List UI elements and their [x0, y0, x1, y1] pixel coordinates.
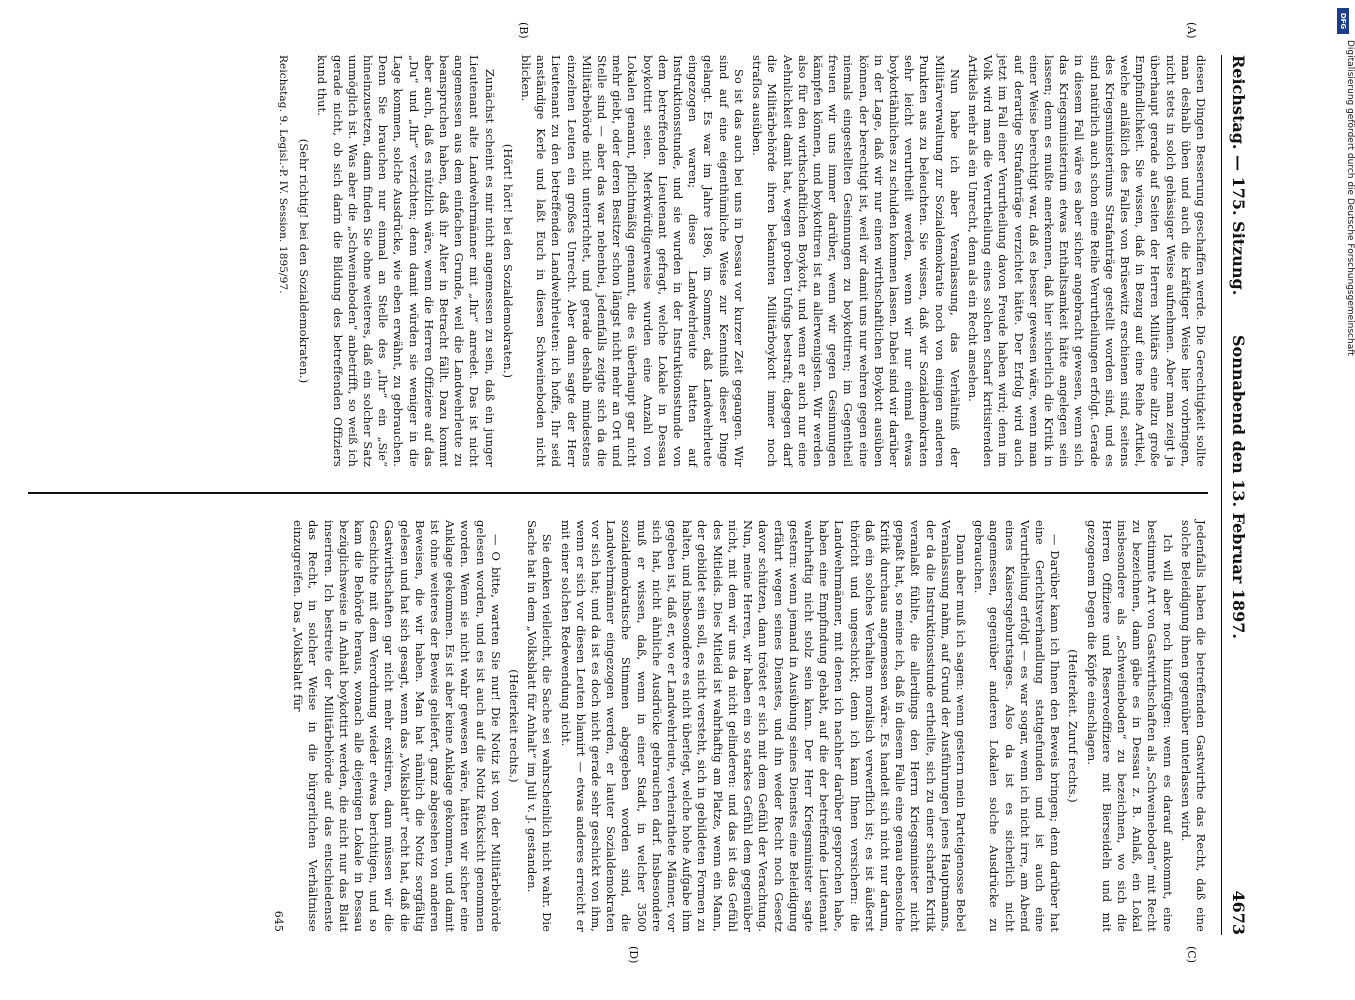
- paragraph: So ist das auch bei uns in Dessau vor kurzer Zeit gegangen. Wir sind auf eine eigenthümliche Weise zur Kenntniß dieser Dinge gelangt. Es war im Jahre 1896, im Sommer, daß Landwehrleute eingezogen waren; diese Landwehrleute hatten auf Instruktionsstunde, und sie wurden in der Instruktionsstunde von dem betreffenden Lieutenant gefragt, welche Lokale in Dessau boykottirt seien. Merkwürdigerweise wurden eine Anzahl von Lokalen genannt, pflichtmäßig genannt, die es überhaupt gar nicht mehr giebt, oder deren Besitzer schon längst nicht mehr an Ort und Stelle sind — aber das war nebenbei, jedenfalls zeigte sich da die Militärbehörde nicht unterrichtet, und gerade deshalb mindestens einzelnen Leuten ein großes Unrecht. Aber dann sagte der Herr Lieutenant zu den betreffenden Landwehrleuten: ich hoffe, Ihr seid anständige Kerle und laßt Euch in diesen Schweineboden nicht blicken.: [519, 55, 746, 467]
- interjection: (Sehr richtig! bei den Sozialdemokraten.): [297, 138, 312, 384]
- interjection: (Heiterkeit rechts.): [507, 669, 522, 783]
- paragraph: Nun habe ich aber Veranlassung, das Verhältniß der Militärverwaltung zur Sozialdemokratie noch von einigen anderen Punkten aus zu beleuchten. Sie wissen, daß wir Sozialdemokraten sehr leicht verurtheilt werden, wenn wir nur einmal etwas boykottähnliches zu schulden kommen lassen. Dabei sind wir darüber in der Lage, daß wir nur einen wirthschaftlichen Boykott ausüben können, der berechtigt ist, weil wir damit uns nur wehren gegen eine niemals eingestellten Gesinnungen zu boykottiren; im Gegentheil freuen wir uns immer darüber, wenn wir gegen Gesinnungen kämpfen können, und boykottiren ist an allerwenigsten. Wir werden also für den wirthschaftlichen Boykott, und wenn er auch nur eine Aehnlichkeit damit hat, wegen groben Unfugs bestraft; dagegen darf die Militärbehörde ihren bekannten Militärboykott immer noch straflos ausüben.: [750, 55, 962, 467]
- paragraph: Jedenfalls haben die betreffenden Gastwirthe das Recht, daß eine solche Beleidigung ihnen gegenüber unterlassen wird.: [1178, 520, 1208, 932]
- page-signature: 645: [272, 910, 286, 932]
- paragraph: diesen Dingen Besserung geschaffen werde. Die Gerechtigkeit sollte man deshalb üben und auch die kräftiger Weise hier vorbringen, nicht stets in solch gehässiger Weise aufnehmen. Aber man zeigt ja überhaupt gerade auf Seiten der Herren Militärs eine allzu große Empfindlichkeit. Sie wissen, daß in Bezug auf eine Reihe Artikel, welche anläßlich des Falles von Brüsewitz erschienen sind, seitens des Kriegsministeriums Strafanträge gestellt worden sind, und es sind natürlich auch schon eine Reihe Verurtheilungen erfolgt. Gerade in diesem Fall wäre es aber sicher angebracht gewesen, wenn sich das Kriegsministerium etwas Enthaltsamkeit hätte angelegen sein lassen; denn es mußte anerkennen, daß hier sicherlich die Kritik in einer Weise berechtigt war, daß es besser gewesen wäre, wenn man auf derartige Strafanträge verzichtet hätte. Der Erfolg wird auch jetzt im Fall einer Verurtheilung davon Freude haben wird; denn im Volk wird man die Verurtheilung eines solchen scharf kritisirenden Artikels mehr als ein Unrecht, denn als ein Recht ansehen.: [965, 55, 1208, 467]
- paragraph: Dann aber muß ich sagen: wenn gestern mein Parteigenosse Bebel Veranlassung nahm, auf Grund der Ausführungen jenes Hauptmanns, der da die Instruktionsstunde ertheilte, sich zu einer scharfen Kritik veranlaßt fühlte, die allerdings den Herrn Kriegsminister nicht gepaßt hat, so meine ich, daß in diesem Falle eine genau ebensolche Kritik durchaus angemessen wäre. Es handelt sich nicht nur darum, daß ein solches Verhalten moralisch verwerflich ist; es ist äußerst thöricht und ungeschickt; denn ich kann Ihnen versichern: die Landwehrmänner, mit denen ich nachher darüber gesprochen habe, haben eine Empfindung gehabt, auf die der betreffende Lieutenant wahrhaftig nicht stolz sein kann. Der Herr Kriegsminister sagte gestern: wenn jemand in Ausübung seines Dienstes eine Beleidigung erfährt wegen seines Dienstes, und ihn weder Recht noch Gesetz davor schützen, dann tröstet er sich mit dem Gefühl der Verachtung. Nun, meine Herren, wir haben ein so starkes Gefühl dem gegenüber nicht, mit dem wir uns da nicht gelinderen: und das ist das Gefühl des Mitleids. Dies Mitleid ist wahrhaftig am Platze, wenn ein Mann, der gebildet sein soll, es nicht versteht, sich in gebildeten Formen zu halten, und insbesondere es nicht überlegt, welche hohe Aufgabe ihm gegeben ist, daß er, wo er Landwehrleute, verheirathete Männer, vor sich hat, nicht ähnliche Ausdrücke gebrauchen darf. Insbesondere muß er wissen, daß, wenn in einer Stadt, in welcher 3500 sozialdemokratische Stimmen abgegeben worden sind, die Landwehrmänner eingezogen werden, er lauter Sozialdemokraten vor sich hat; und da ist es doch nicht gerade sehr geschickt von ihm, wenn er sich vor diesen Leuten blamirt — etwas anderes erreicht er mit einer solchen Redewendung nicht.: [558, 520, 968, 932]
- paragraph: Ich will aber noch hinzufügen: wenn es darauf ankommt, eine bestimmte Art von Gastwirthschaften als „Schweineboden“ mit Recht zu bezeichnen, dann gäbe es in Dessau z. B. Anlaß, ein Lokal insbesondere als „Schweineboden“ zu bezeichnen, wo sich die Herren Offiziere und Reserveoffiziere mit Bierseideln und mit gezogenem Degen die Köpfe einschlagen.: [1084, 520, 1175, 932]
- interjection: (Hört! hört! bei den Sozialdemokraten.): [500, 143, 515, 379]
- right-column: [28, 520, 1208, 932]
- margin-marker-c: (C): [1185, 946, 1198, 963]
- dfg-logo: DFG: [1337, 8, 1349, 34]
- paragraph: — Darüber kann ich Ihnen den Beweis bringen; denn darüber hat eine Gerichtsverhandlung stattgefunden und ist auch eine Verurtheilung erfolgt — es war sogar, wenn ich nicht irre, am Abend eines Kaisersgeburtstages. Also da ist es sicherlich nicht angemessen, gegenüber anderen Lokalen solche Ausdrücke zu gebrauchen.: [972, 520, 1063, 932]
- header-session: Reichstag. — 175. Sitzung.: [1229, 55, 1248, 296]
- digitization-note: Digitalisierung gefördert durch die Deutsche Forschungsgemeinschaft: [1345, 40, 1355, 356]
- page-footer: Reichstag. 9. Legisl.-P. IV. Session. 1895/97.: [277, 55, 290, 294]
- left-column: [28, 55, 1208, 467]
- margin-marker-d: (D): [627, 946, 640, 964]
- paragraph: Zunächst scheint es mir nicht angemessen zu sein, daß ein junger Lieutenant alte Landwehrmänner mit „Ihr“ anredet. Das ist nicht angemessen aus dem einfachen Grunde, weil die Landwehrleute zu beanspruchen haben, daß ihr Alter in Betracht fällt. Dazu kommt aber auch, daß es nützlich wäre, wenn die Herren Offiziere auf das „Du“ und „Ihr“ verzichten; denn damit würden sie weniger in die Lage kommen, solche Ausdrücke, wie eben erwähnt, zu gebrauchen. Denn Sie brauchen nur einmal an Stelle des „Ihr“ ein „Sie“ hineinzusetzen, dann finden Sie ohne weiteres, daß ein solcher Satz unmöglich ist. Was aber die „Schweineboden“ anbetrifft, so weiß ich gerade nicht, ob sich darin die Bildung des betreffenden Offiziers kund thut.: [315, 55, 497, 467]
- margin-marker-a: (A): [1185, 22, 1198, 39]
- header-date: Sonnabend den 13. Februar 1897.: [1229, 335, 1248, 639]
- paragraph: — O bitte, warten Sie nur! Die Notiz ist von der Militärbehörde gelesen worden, und es ist auch auf die Notiz Rücksicht genommen worden. Wenn sie nicht wahr gewesen wäre, hätten wir sicher eine Anklage gekommen. Es ist aber keine Anklage gekommen, und damit ist ohne weiteres der Beweis geliefert, ganz abgesehen von anderen Beweisen, die wir haben. Man hat nämlich die Notiz sorgfältig gelesen und hat sich gesagt, wenn das „Volksblatt“ recht hat, daß die Gastwirthschaften gar nicht mehr existiren, dann müssen wir die Geschichte mit dem Verordnung wieder etwas berichtigen, und so kam die Behörde heraus, wonach alle diejenigen Lokale in Dessau bezüglichsweise in Anhalt boykottirt werden, die nicht nur das Blatt inseriren. Ich bestreite der Militärbehörde auf das entschiedenste das Recht, in solcher Weise in die bürgerlichen Verhältnisse einzugreifen. Das „Volksblatt für: [291, 520, 503, 932]
- column-divider: [28, 492, 1208, 494]
- margin-marker-b: (B): [517, 22, 530, 39]
- header-page-number: 4673: [1229, 890, 1248, 935]
- paragraph: Sie denken vielleicht, die Sache sei wahrscheinlich nicht wahr. Die Sache hat in dem „Volksblatt für Anhalt“ im Juli v. J. gestanden.: [525, 520, 555, 932]
- page-header: [1221, 55, 1252, 935]
- interjection: (Heiterkeit. Zuruf rechts.): [1066, 649, 1081, 803]
